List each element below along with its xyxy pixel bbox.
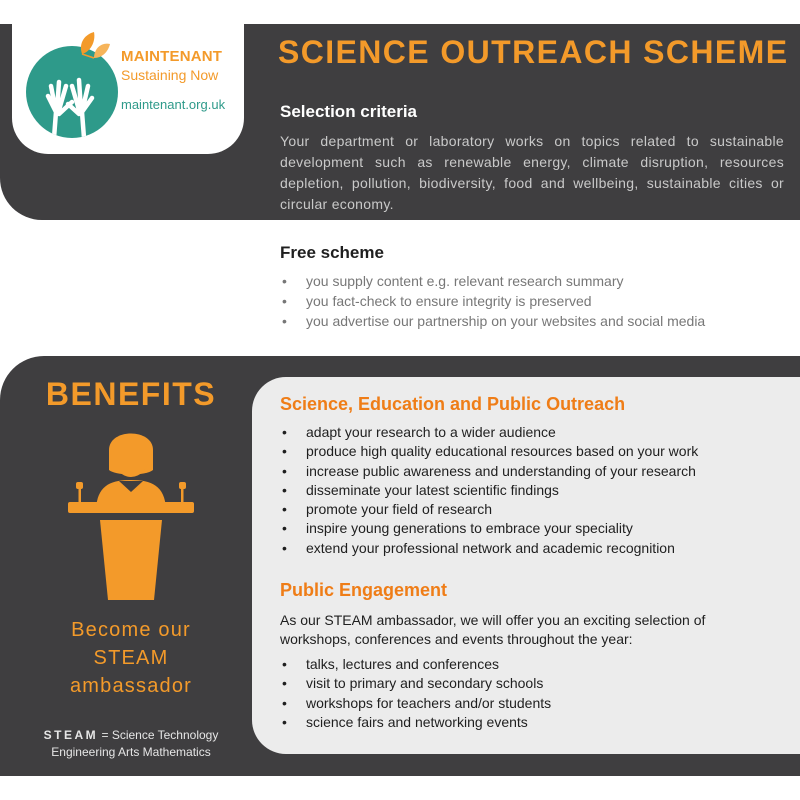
page-title: SCIENCE OUTREACH SCHEME xyxy=(278,34,789,70)
outreach-heading: Science, Education and Public Outreach xyxy=(280,394,626,414)
free-scheme-heading: Free scheme xyxy=(280,243,384,262)
selection-text: Your department or laboratory works on topics related to sustainable development such as renewable energy, climate disruption, resources depletion, pollution, biodiversity, food and wellbeing, sustainable cities or circular economy. xyxy=(280,133,784,212)
cta-line-1: Become our xyxy=(71,619,191,641)
steam-def-line-2: Engineering Arts Mathematics xyxy=(51,745,211,759)
outreach-list xyxy=(280,423,698,558)
cta-line-2: STEAM xyxy=(93,647,169,669)
brand-url[interactable]: maintenant.org.uk xyxy=(121,97,226,112)
list-item: • produce high quality educational resources based on your work xyxy=(280,442,698,461)
list-item: • extend your professional network and academic recognition xyxy=(280,539,698,558)
engagement-intro: As our STEAM ambassador, we will offer you an exciting selection of workshops, conferences and events throughout the year: xyxy=(280,612,706,647)
list-item: • inspire young generations to embrace your speciality xyxy=(280,519,698,538)
logo-card xyxy=(12,24,244,154)
list-item: • visit to primary and secondary schools xyxy=(280,674,551,693)
list-item: • promote your field of research xyxy=(280,500,698,519)
engagement-heading: Public Engagement xyxy=(280,580,448,600)
list-item: • talks, lectures and conferences xyxy=(280,655,551,674)
list-item: • you fact-check to ensure integrity is preserved xyxy=(280,291,705,311)
leaves-icon xyxy=(78,30,112,60)
list-item: • workshops for teachers and/or students xyxy=(280,694,551,713)
list-item: • science fairs and networking events xyxy=(280,713,551,732)
steam-def-line-1: = Science Technology xyxy=(101,728,219,742)
engagement-list xyxy=(280,655,551,732)
list-item: • you supply content e.g. relevant research summary xyxy=(280,271,705,291)
brand-name: MAINTENANT xyxy=(121,48,223,65)
speaker-at-podium-icon xyxy=(66,420,196,600)
list-item: • you advertise our partnership on your websites and social media xyxy=(280,311,705,331)
steam-abbr: STEAM xyxy=(43,728,99,742)
brand-tagline: Sustaining Now xyxy=(121,67,219,83)
selection-heading: Selection criteria xyxy=(280,102,418,121)
list-item: • increase public awareness and understanding of your research xyxy=(280,462,698,481)
list-item: • adapt your research to a wider audience xyxy=(280,423,698,442)
steam-definition xyxy=(0,727,262,761)
benefits-title: BENEFITS xyxy=(45,376,217,412)
cta-line-3: ambassador xyxy=(69,675,193,697)
list-item: • disseminate your latest scientific findings xyxy=(280,481,698,500)
free-scheme-list xyxy=(280,271,705,331)
ambassador-cta xyxy=(0,616,262,700)
